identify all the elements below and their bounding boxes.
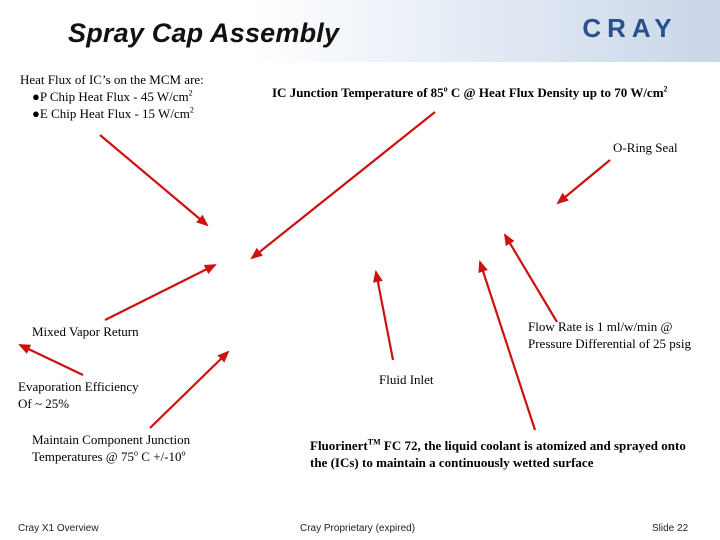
heat-flux-e-chip: ●E Chip Heat Flux - 15 $W/cm^2$: [32, 105, 194, 121]
evap-efficiency-line1: Evaporation Efficiency: [18, 379, 139, 394]
fluorinert-line1: Fluorinert™ FC 72, the liquid coolant is atomized and sprayed onto: [310, 437, 686, 453]
arrow-fluid-inlet: [376, 272, 393, 360]
arrow-flow-rate: [505, 235, 557, 322]
evap-efficiency-line2: Of ~ 25%: [18, 396, 70, 411]
oring-seal-label: O-Ring Seal: [613, 140, 678, 155]
arrow-maintain-temp: [150, 352, 228, 428]
arrow-mixed-vapor: [105, 265, 215, 320]
flow-rate-line2: Pressure Differential of 25 psig: [528, 336, 691, 351]
arrow-oring-seal: [558, 160, 610, 203]
flow-rate-line1: Flow Rate is 1 ml/w/min @: [528, 319, 673, 334]
slide-title: Spray Cap Assembly: [68, 18, 340, 48]
heat-flux-p-chip: ●P Chip Heat Flux - 45 $W/cm^2$: [32, 88, 193, 104]
arrow-heat-flux: [100, 135, 207, 225]
footer-center: Cray Proprietary (expired): [300, 523, 416, 534]
arrow-ic-junction: [252, 112, 435, 258]
bullet-dot-icon: ●: [32, 106, 40, 121]
arrow-fluorinert: [480, 262, 535, 430]
maintain-temp-line2: Temperatures @ 75$^o$ $C +/-10^o$: [32, 448, 186, 464]
arrow-evap-efficiency: [20, 345, 83, 375]
bullet-dot-icon: ●: [32, 89, 40, 104]
fluid-inlet-label: Fluid Inlet: [379, 372, 434, 387]
footer-right: Slide 22: [652, 523, 689, 534]
fluorinert-line2: the (ICs) to maintain a continuously wetted surface: [310, 455, 594, 470]
heat-flux-title: Heat Flux of IC’s on the MCM are:: [20, 72, 204, 87]
cray-logo-text: CRAY: [582, 14, 678, 42]
ic-junction-label: IC Junction Temperature of 85$^o$ C @ Heat Flux Density up to 70 $W/cm^2$: [272, 84, 668, 100]
mixed-vapor-label: Mixed Vapor Return: [32, 324, 139, 339]
maintain-temp-line1: Maintain Component Junction: [32, 432, 191, 447]
footer-left: Cray X1 Overview: [18, 523, 99, 534]
